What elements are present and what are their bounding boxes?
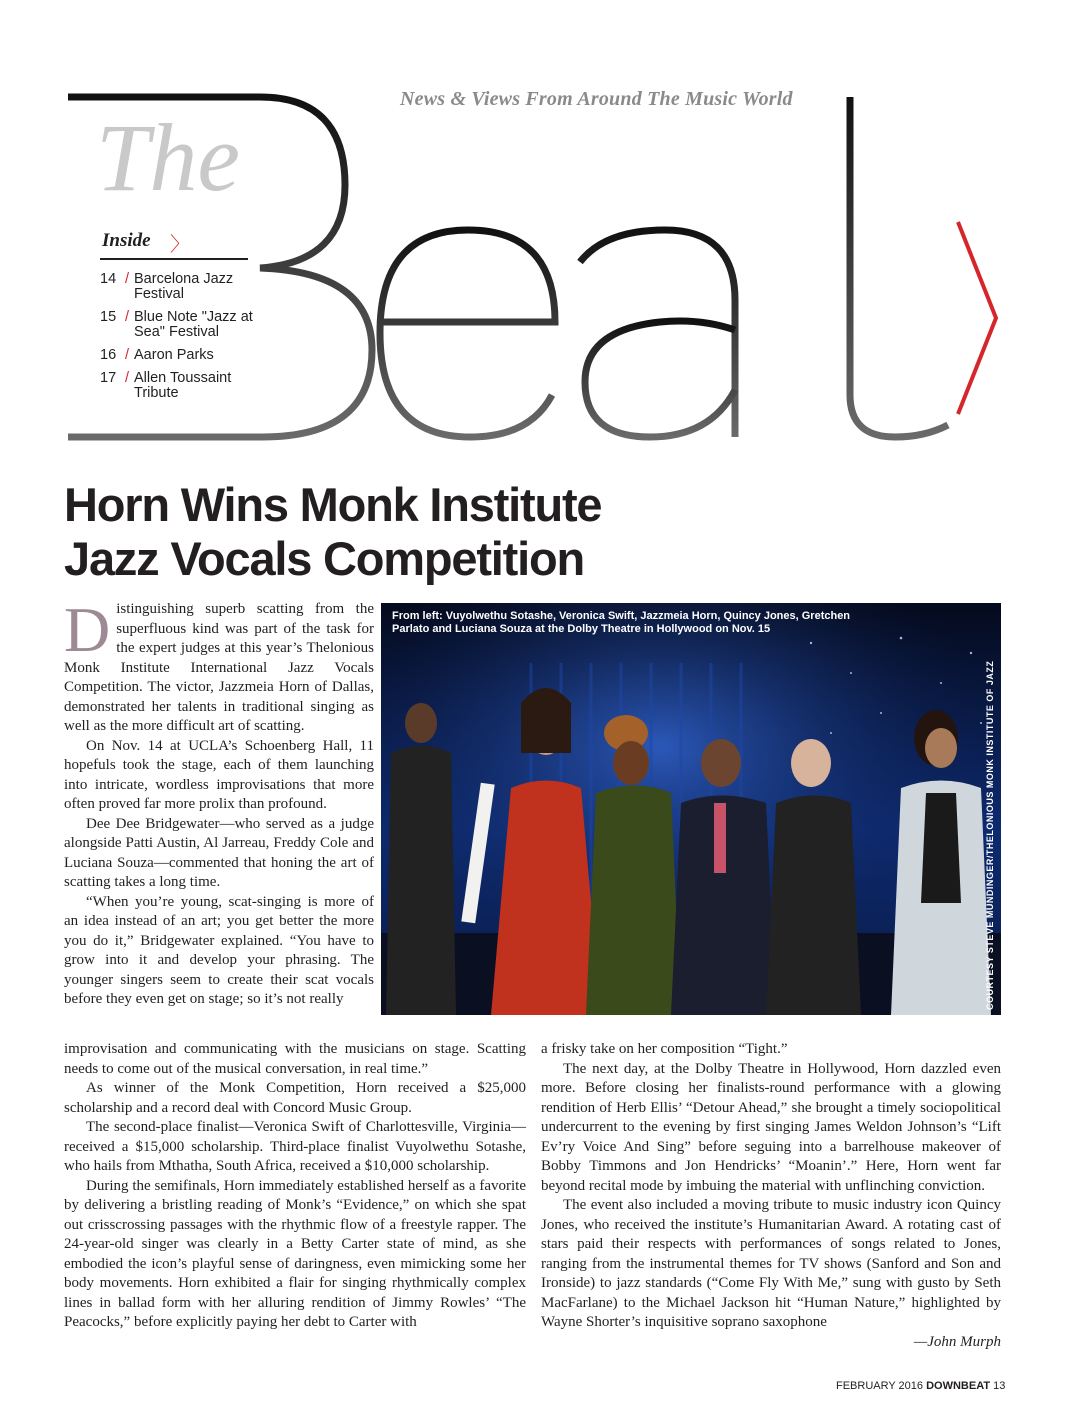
paragraph-7-end: a frisky take on her composition “Tight.” [541, 1041, 788, 1057]
toc-label: Blue Note "Jazz at Sea" Festival [134, 309, 253, 340]
inside-chevron-icon: 〉 [170, 232, 190, 256]
article-column-right [541, 1040, 1001, 1352]
inside-divider [100, 258, 248, 260]
paragraph-6: The second-place finalist—Veronica Swift of Charlottesville, Virginia—received a $15,000 scholarship. Third-place finalist Vuyolwethu Sotashe, who hails from Mthatha, South Africa, received a $10,000 scholarship. [64, 1119, 526, 1174]
masthead-tagline: News & Views From Around The Music World [400, 88, 793, 110]
article-column-left-top [64, 594, 374, 1010]
photo-credit: COURTESY STEVE MUNDINGER/THELONIOUS MONK INSTITUTE OF JAZZ [985, 660, 995, 1010]
toc-slash: / [124, 271, 130, 287]
article-column-left-bottom [64, 1040, 526, 1333]
toc-page-number: 15 [100, 309, 117, 325]
headline-line-2: Jazz Vocals Competition [64, 532, 584, 585]
footer-date: FEBRUARY 2016 [836, 1380, 924, 1392]
toc-slash: / [124, 347, 130, 363]
masthead-the: The [96, 104, 240, 211]
toc-label: Barcelona Jazz Festival [134, 271, 234, 302]
article-headline [64, 478, 824, 586]
footer-magazine: DOWNBEAT [926, 1380, 991, 1392]
dropcap: D [64, 594, 111, 665]
headline-line-1: Horn Wins Monk Institute [64, 478, 602, 531]
paragraph-8: The next day, at the Dolby Theatre in Hollywood, Horn dazzled even more. Before closing her finalists-round performance with a glowing rendition of Herb Ellis’ “Detour Ahead,” she brought a timely sociopolitical undercurrent to the evening by first singing James Weldon Johnson’s “Lift Ev’ry Voice And Sing” before seguing into a barrelhouse makeover of Bobby Timmons and Jon Hendricks’ “Moanin’.” Here, Horn went far beyond recital mode by imbuing the material with unflinching conviction. [541, 1060, 1001, 1194]
inside-title: Inside [102, 230, 151, 251]
paragraph-4-end: improvisation and communicating with the musicians on stage. Scatting needs to come out of the musical conversation, in real time.” [64, 1041, 526, 1077]
toc-slash: / [124, 309, 130, 325]
toc-label: Aaron Parks [134, 347, 214, 363]
inside-toc [100, 272, 260, 409]
photo-caption: From left: Vuyolwethu Sotashe, Veronica Swift, Jazzmeia Horn, Quincy Jones, Gretchen Parlato and Luciana Souza at the Dolby Theatre in Hollywood on Nov. 15 [392, 610, 851, 635]
toc-item[interactable] [100, 348, 260, 363]
paragraph-4-start: “When you’re young, scat-singing is more of an idea instead of an art; you get better the more you do it,” Bridgewater explained. “You have to grow into it and develop your phrasing. The younger singers seem to create their scat vocals before they even get on stage; so it’s not really [64, 893, 374, 1007]
paragraph-2: On Nov. 14 at UCLA’s Schoenberg Hall, 11 hopefuls took the stage, each of them launching into intricate, wordless improvisations that more often proved far more prolix than profound. [64, 737, 374, 812]
paragraph-7: During the semifinals, Horn immediately established herself as a favorite by delivering a bristling reading of Monk’s “Evidence,” on which she spat out crisscrossing passages with the rhythmic flow of a freestyle rapper. The 24-year-old singer was clearly in a Betty Carter state of mind, as she embodied the icon’s playful sense of daringness, even mimicking some her body movements. Horn exhibited a flair for singing rhythmically complex lines in ballad form with her alluring rendition of Jimmy Rowles’ “The Peacocks,” before explicitly paying her debt to Carter with [64, 1177, 526, 1330]
toc-page-number: 16 [100, 347, 117, 363]
footer-page-number: 13 [993, 1380, 1006, 1392]
toc-item[interactable] [100, 310, 260, 340]
paragraph-3: Dee Dee Bridgewater—who served as a judge alongside Patti Austin, Al Jarreau, Freddy Cole and Luciana Souza—commented that honing the art of scatting takes a long time. [64, 815, 374, 890]
toc-item[interactable] [100, 371, 260, 401]
toc-item[interactable] [100, 272, 260, 302]
stage-photo-illustration [381, 603, 1001, 1015]
toc-slash: / [124, 370, 130, 386]
article-photo [381, 603, 1001, 1015]
author-signature: —John Murph [913, 1333, 1001, 1350]
paragraph-9: The event also included a moving tribute to music industry icon Quincy Jones, who received the institute’s Humanitarian Award. A rotating cast of stars paid their respects with performances of songs related to Jones, ranging from the instrumental themes for TV shows (Sanford and Son and Ironside) to jazz standards (“Come Fly With Me,” sung with gusto by Seth MacFarlane) to the Michael Jackson hit “Human Nature,” highlighted by Wayne Shorter’s inquisitive soprano saxophone [541, 1197, 1001, 1330]
paragraph-1: istinguishing superb scatting from the superfluous kind was part of the task for the expert judges at this year’s Thelonious Monk Institute International Jazz Vocals Competition. The victor, Jazzmeia Horn of Dallas, demonstrated her talents in traditional singing as well as the more difficult art of scatting. [64, 601, 374, 734]
toc-label: Allen Toussaint Tribute [134, 370, 232, 401]
toc-page-number: 14 [100, 271, 117, 287]
paragraph-5: As winner of the Monk Competition, Horn received a $25,000 scholarship and a record deal with Concord Music Group. [64, 1080, 526, 1116]
toc-page-number: 17 [100, 370, 117, 386]
page-footer [836, 1380, 1005, 1392]
